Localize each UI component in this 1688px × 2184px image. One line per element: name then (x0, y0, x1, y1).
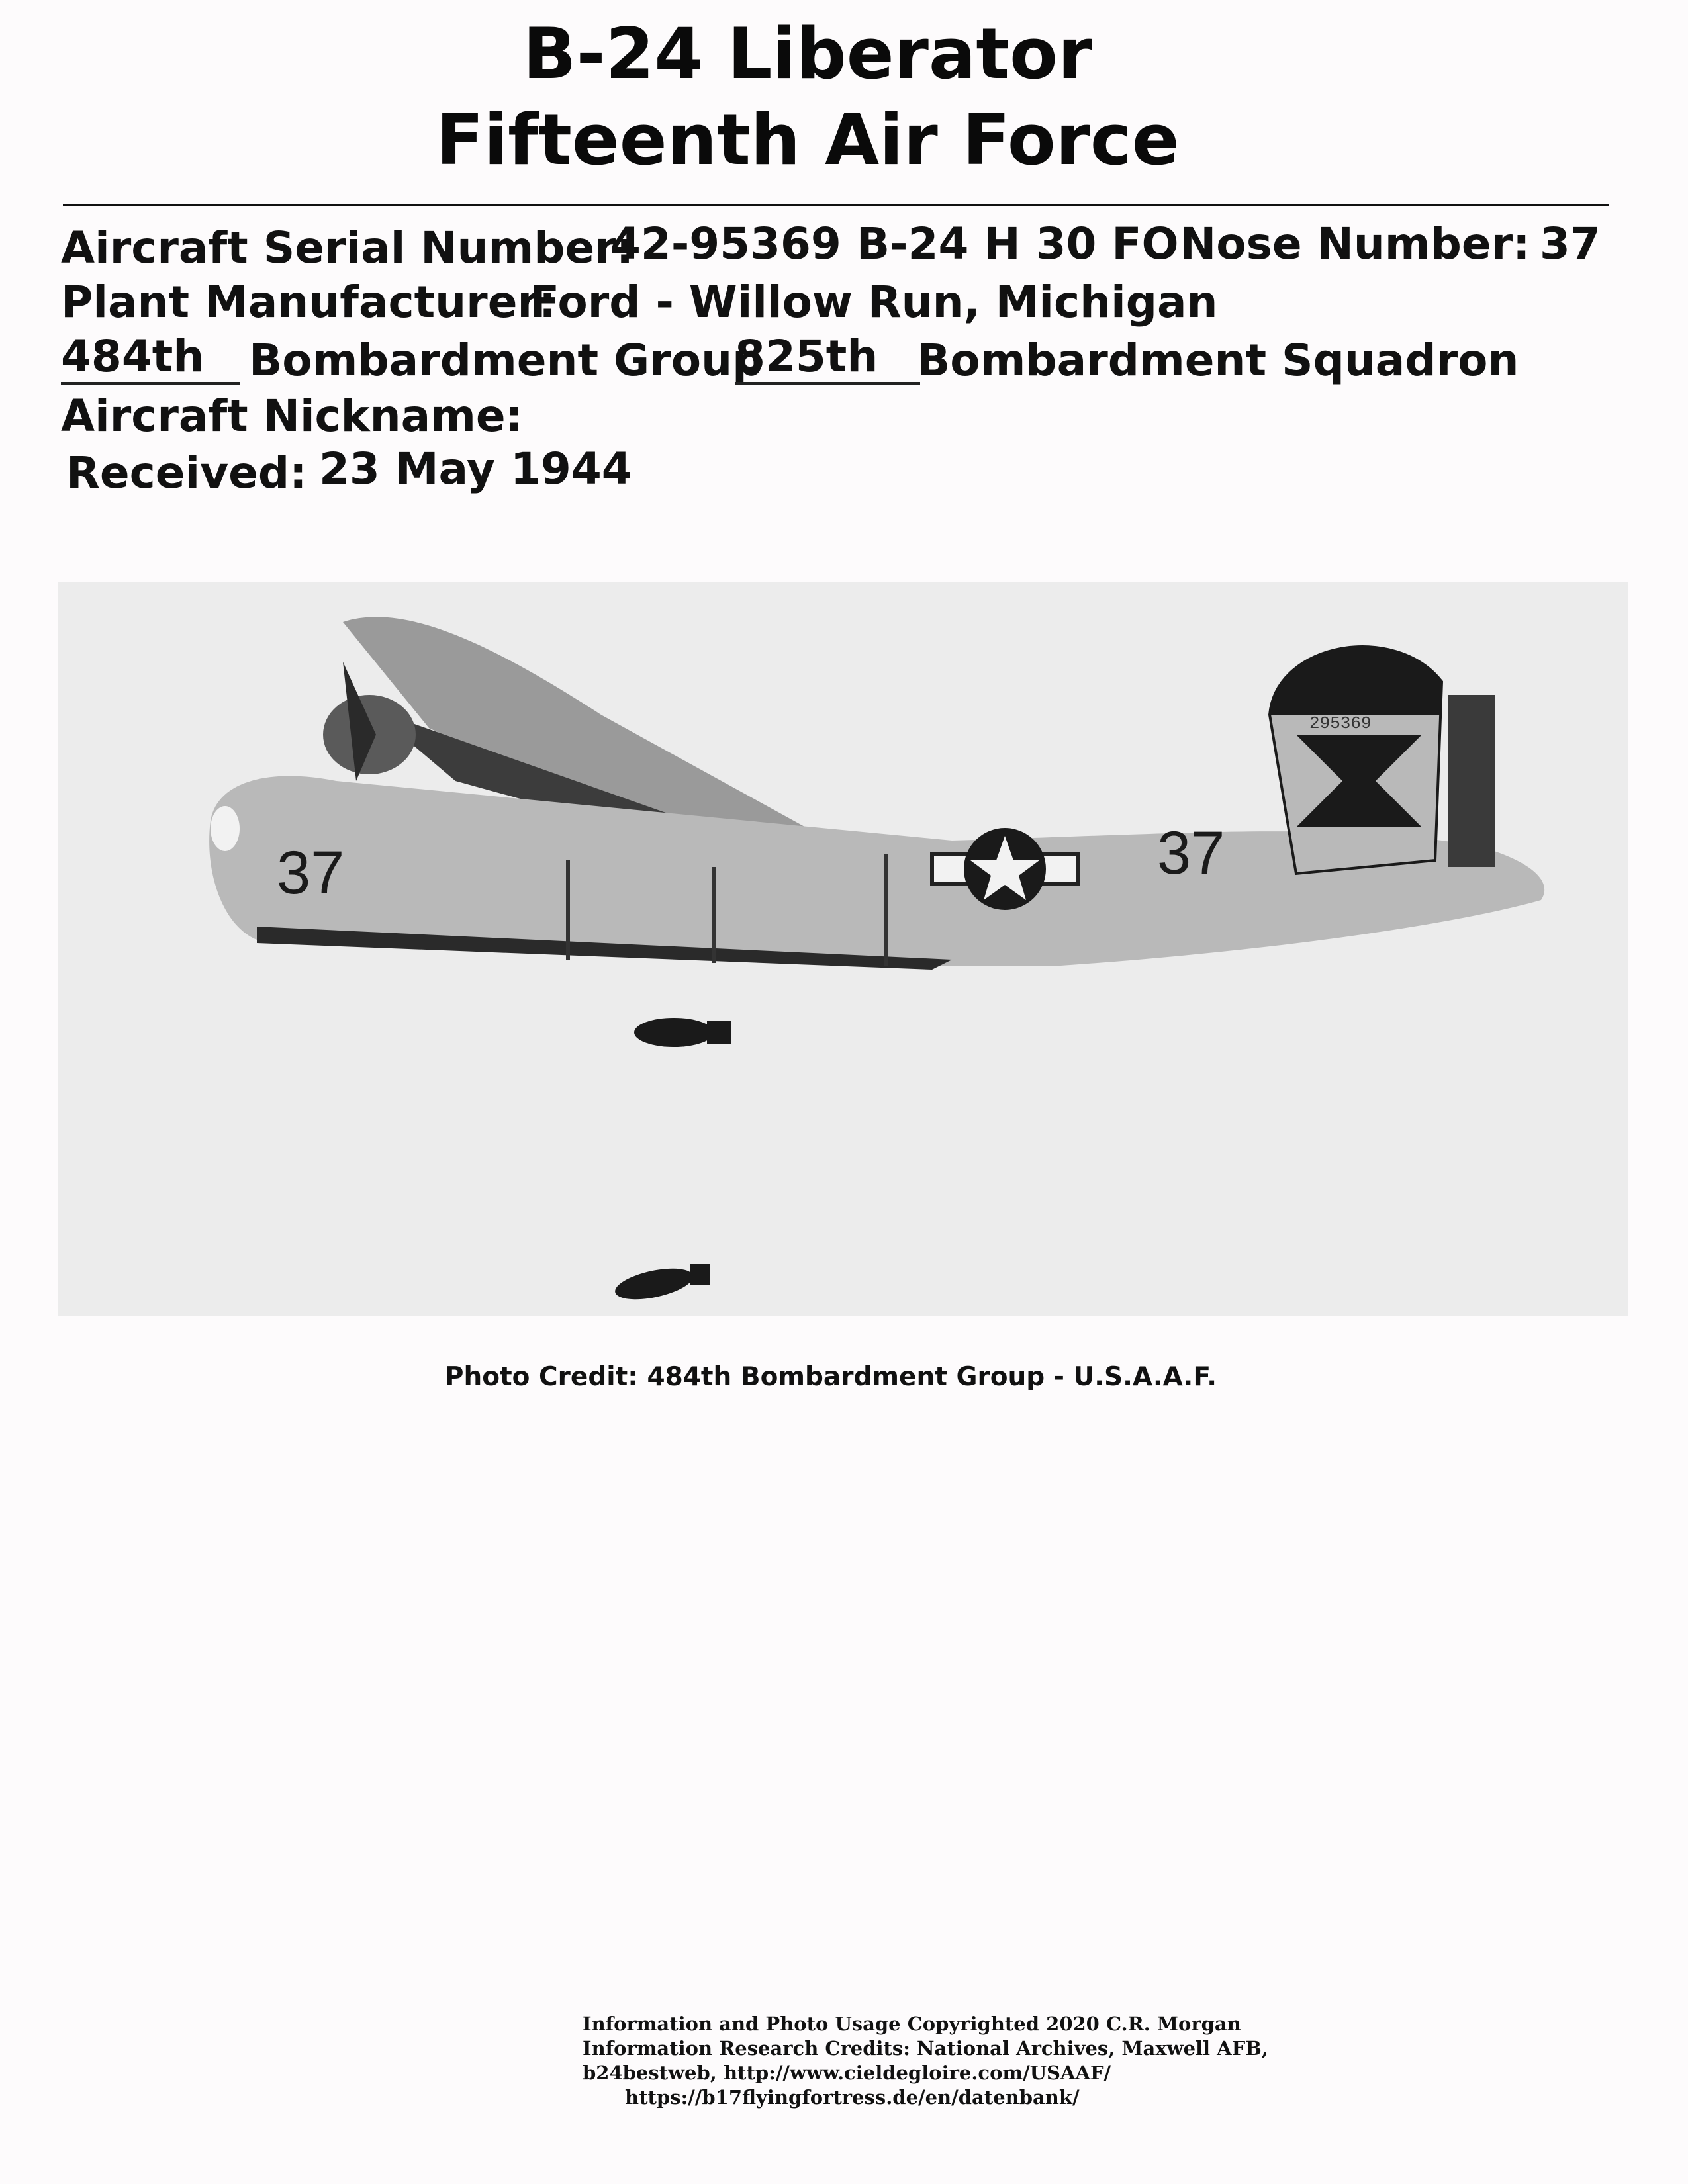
aircraft-photo (58, 582, 1628, 1316)
received-value: 23 May 1944 (319, 443, 632, 494)
page-title: B-24 Liberator (522, 13, 1093, 95)
footer-line-2: Information Research Credits: National Archives, Maxwell AFB, (583, 2037, 1268, 2060)
serial-value: 42-95369 B-24 H 30 FO (610, 218, 1179, 269)
nickname-label: Aircraft Nickname: (61, 390, 524, 441)
footer-line-4: https://b17flyingfortress.de/en/datenbank/ (625, 2086, 1080, 2109)
footer-line-1: Information and Photo Usage Copyrighted 2020 C.R. Morgan (583, 2013, 1241, 2035)
copyright-footer (583, 2012, 1268, 2110)
received-label: Received: (66, 447, 307, 498)
squadron-number: 825th (735, 331, 920, 385)
squadron-label: Bombardment Squadron (917, 335, 1519, 386)
photo-credit: Photo Credit: 484th Bombardment Group - U.S.A.A.F. (444, 1362, 1217, 1392)
group-number: 484th (61, 331, 240, 385)
manufacturer-label: Plant Manufacturer: (61, 277, 557, 328)
header-divider (63, 204, 1609, 206)
fuselage-marking: 37 (1157, 819, 1225, 887)
nose-marking: 37 (277, 839, 345, 907)
group-label: Bombardment Group (249, 335, 764, 386)
serial-label: Aircraft Serial Number: (61, 222, 634, 273)
b24-bomber-illustration (58, 582, 1628, 1316)
tail-serial: 295369 (1309, 713, 1372, 733)
nose-number-value: 37 (1540, 218, 1601, 269)
manufacturer-value: Ford - Willow Run, Michigan (530, 277, 1218, 328)
page-subtitle: Fifteenth Air Force (436, 99, 1180, 181)
footer-line-3: b24bestweb, http://www.cieldegloire.com/USAAF/ (583, 2062, 1111, 2084)
nose-number-label: Nose Number: (1180, 218, 1530, 269)
second-tail-fin (1448, 695, 1495, 867)
falling-bomb (634, 1018, 731, 1047)
nose-window (211, 806, 240, 851)
